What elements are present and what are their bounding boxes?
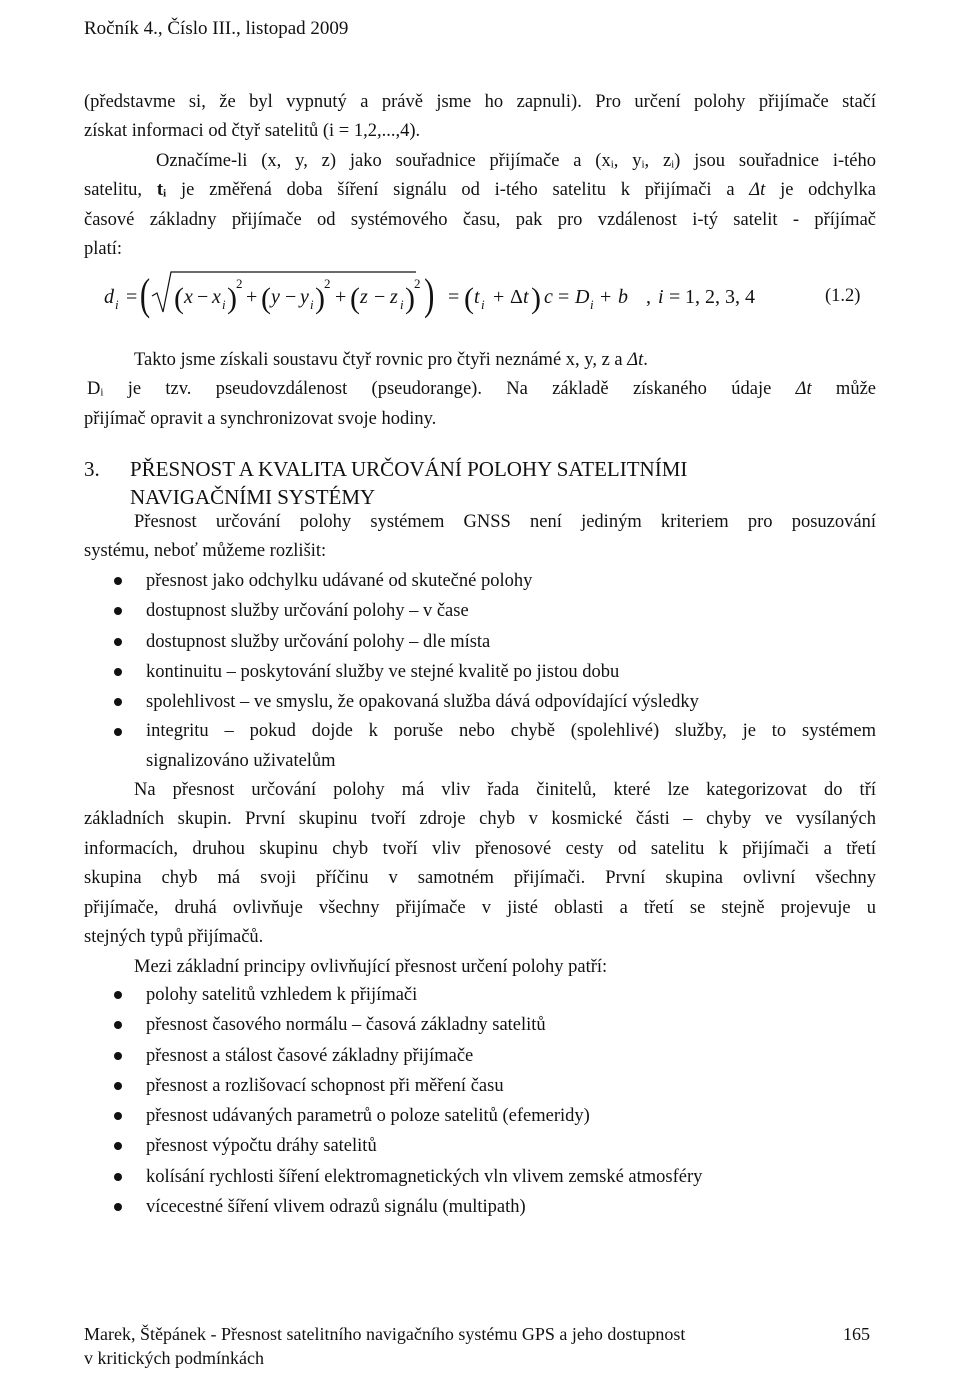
list-item	[84, 717, 876, 776]
svg-text:t: t	[523, 286, 529, 308]
list-item	[84, 566, 876, 596]
svg-text:z: z	[360, 286, 368, 308]
list-item	[84, 657, 876, 687]
running-header: Ročník 4., Číslo III., listopad 2009	[84, 18, 349, 39]
delta-t-symbol: Δt	[795, 379, 812, 400]
paragraph-line: Na přesnost určování polohy má vliv řada činitelů, které lze kategorizovat do tří	[134, 780, 876, 800]
list-item-text: dostupnost služby určování polohy – dle místa	[146, 631, 491, 652]
svg-text:i: i	[481, 297, 485, 312]
bullet-icon	[114, 638, 122, 646]
svg-text:(: (	[350, 282, 360, 315]
list-item-text: vícecestné šíření vlivem odrazů signálu (multipath)	[146, 1197, 526, 1218]
svg-text:i: i	[658, 286, 664, 308]
svg-text:2: 2	[236, 276, 243, 291]
list-item-text: integritu – pokud dojde k poruše nebo chybě (spolehlivé) služby, je to systémem	[146, 721, 876, 742]
bullet-icon	[114, 1142, 122, 1150]
bullet-icon	[114, 577, 122, 585]
definition-line: Označíme-li (x, y, z) jako souřadnice přijímače a (xᵢ, yᵢ, zᵢ) jsou souřadnice i-tého	[156, 151, 876, 171]
svg-text:=: =	[126, 286, 138, 308]
svg-text:x: x	[212, 286, 221, 308]
svg-text:=: =	[448, 286, 460, 308]
after-eq-line	[84, 375, 876, 404]
intro-line: (představme si, že byl vypnutý a právě jsme ho zapnuli). Pro určení polohy přijímače stačí	[84, 92, 876, 112]
paragraph-line: stejných typů přijímačů.	[84, 927, 264, 948]
svg-text:i: i	[590, 297, 594, 312]
equation-1-2	[100, 266, 880, 330]
list-item-text: přesnost časového normálu – časová základny satelitů	[146, 1015, 546, 1036]
svg-text:−: −	[374, 286, 386, 308]
section-title-line: PŘESNOST A KVALITA URČOVÁNÍ POLOHY SATELITNÍMI	[130, 457, 688, 481]
svg-text:+: +	[493, 286, 505, 308]
equation-graphic	[100, 266, 840, 330]
factors-paragraph	[84, 776, 876, 952]
footer-line: Marek, Štěpánek - Přesnost satelitního navigačního systému GPS a jeho dostupnost	[84, 1324, 686, 1344]
list-item	[84, 1041, 876, 1071]
paragraph-line: základních skupin. První skupinu tvoří zdroje chyb v kosmické části – chyby ve vysílaných	[84, 809, 876, 830]
list-item-text: přesnost udávaných parametrů o poloze satelitů (efemeridy)	[146, 1106, 590, 1127]
page-footer	[84, 1322, 876, 1370]
paragraph-line: skupina chyb má svoji příčinu v samotném přijímači. První skupina ovlivní všechny	[84, 868, 876, 889]
list-item-text: přesnost výpočtu dráhy satelitů	[146, 1136, 377, 1157]
svg-text:−: −	[285, 286, 297, 308]
svg-text:y: y	[300, 286, 309, 308]
svg-text:): )	[315, 282, 325, 315]
svg-text:=: =	[669, 286, 681, 308]
section-intro-line: systému, neboť můžeme rozlišit:	[84, 541, 327, 562]
list-item	[84, 627, 876, 657]
paragraph-line: přijímače, druhá ovlivňuje všechny přijímače v jisté oblasti a třetí se stejně projevuje u	[84, 897, 876, 918]
intro-line: získat informaci od čtyř satelitů (i = 1,2,...,4).	[84, 121, 421, 142]
list-item-text: signalizováno uživatelům	[146, 750, 336, 771]
principles-list	[84, 980, 876, 1222]
section-title-line: NAVIGAČNÍMI SYSTÉMY	[130, 485, 376, 509]
bullet-icon	[114, 1203, 122, 1211]
equation-number: (1.2)	[825, 286, 861, 306]
section-intro-line: Přesnost určování polohy systémem GNSS není jediným kriteriem pro posuzování	[134, 512, 876, 532]
svg-text:x: x	[184, 286, 193, 308]
text-span: je odchylka	[765, 180, 876, 201]
list-item	[84, 1131, 876, 1161]
definition-line: časové základny přijímače od systémového času, pak pro vzdálenost i-tý satelit - příjímač	[84, 209, 876, 230]
bullet-icon	[114, 668, 122, 676]
after-eq-line: přijímač opravit a synchronizovat svoje hodiny.	[84, 408, 437, 429]
text-span: je změřená doba šíření signálu od i-tého satelitu k přijímači a	[166, 180, 750, 201]
delta-t-symbol: Δt	[749, 180, 766, 201]
list-item-text: spolehlivost – ve smyslu, že opakovaná služba dává odpovídající výsledky	[146, 692, 699, 713]
list-item-text: kolísání rychlosti šíření elektromagnetických vln vlivem zemské atmosféry	[146, 1166, 703, 1187]
svg-text:i: i	[115, 297, 119, 312]
svg-text:y: y	[271, 286, 280, 308]
svg-text:−: −	[197, 286, 209, 308]
text-span: satelitu,	[84, 180, 157, 201]
list-item	[84, 687, 876, 717]
delta-t-symbol: Δt	[627, 350, 644, 370]
list-item-text: přesnost a stálost časové základny přijímače	[146, 1045, 474, 1066]
svg-text:i: i	[222, 297, 226, 312]
paragraph-line: Mezi základní principy ovlivňující přesnost určení polohy patří:	[134, 957, 608, 977]
svg-text:2: 2	[324, 276, 331, 291]
svg-text:(: (	[464, 282, 474, 315]
svg-text:+: +	[600, 286, 612, 308]
svg-text:(: (	[139, 270, 151, 320]
svg-text:i: i	[310, 297, 314, 312]
svg-text:z: z	[390, 286, 398, 308]
svg-text:(: (	[261, 282, 271, 315]
bullet-icon	[114, 1173, 122, 1181]
svg-text:=: =	[558, 286, 570, 308]
list-item-text: dostupnost služby určování polohy – v čase	[146, 601, 469, 622]
svg-text:+: +	[246, 286, 258, 308]
svg-text:c: c	[544, 286, 553, 308]
text-span: Takto jsme získali soustavu čtyř rovnic pro čtyři neznámé x, y, z a	[134, 350, 628, 370]
list-item-text: kontinuitu – poskytování služby ve stejné kvalitě po jistou dobu	[146, 661, 620, 682]
svg-text:): )	[227, 282, 237, 315]
section-number: 3.	[84, 457, 100, 481]
svg-text:,: ,	[646, 286, 651, 308]
svg-text:Δ: Δ	[510, 286, 523, 308]
svg-text:+: +	[335, 286, 347, 308]
svg-text:2: 2	[414, 276, 421, 291]
list-item	[84, 1162, 876, 1192]
svg-text:(: (	[174, 282, 184, 315]
list-item	[84, 1010, 876, 1040]
definition-line: platí:	[84, 239, 123, 260]
ti-variable: tᵢ	[156, 180, 167, 201]
bullet-icon	[114, 991, 122, 999]
list-item	[84, 980, 876, 1010]
definition-line	[84, 176, 876, 205]
bullet-icon	[114, 607, 122, 615]
bullet-icon	[114, 1082, 122, 1090]
after-eq-line	[84, 346, 876, 375]
section-intro-paragraph	[84, 508, 876, 567]
bullet-icon	[114, 698, 122, 706]
criteria-list	[84, 566, 876, 776]
svg-text:d: d	[104, 286, 114, 308]
list-item-text: přesnost a rozlišovací schopnost při měření času	[146, 1075, 504, 1096]
svg-text:i: i	[400, 297, 404, 312]
list-item	[84, 1101, 876, 1131]
page-number: 165	[843, 1324, 870, 1344]
after-equation-paragraph	[84, 346, 876, 434]
bullet-icon	[114, 728, 122, 736]
list-item	[84, 596, 876, 626]
principles-paragraph	[84, 953, 876, 982]
svg-text:t: t	[474, 286, 480, 308]
bullet-icon	[114, 1021, 122, 1029]
svg-text:): )	[531, 282, 541, 315]
svg-text:): )	[405, 282, 415, 315]
footer-line: v kritických podmínkách	[84, 1348, 264, 1368]
svg-text:): )	[424, 270, 435, 320]
list-item	[84, 1192, 876, 1222]
bullet-icon	[114, 1052, 122, 1060]
svg-text:1, 2, 3, 4: 1, 2, 3, 4	[685, 286, 755, 308]
intro-paragraph	[84, 88, 876, 147]
svg-text:b: b	[618, 286, 628, 308]
list-item-text: přesnost jako odchylku udávané od skutečné polohy	[146, 571, 533, 591]
text-span: může	[811, 379, 876, 400]
list-item-text: polohy satelitů vzhledem k přijímači	[146, 985, 418, 1005]
definition-paragraph	[84, 147, 876, 265]
text-span: .	[643, 350, 648, 370]
bullet-icon	[114, 1112, 122, 1120]
paragraph-line: informacích, druhou skupinu chyb tvoří vliv přenosové cesty od satelitu k přijímači a třetí	[84, 838, 876, 859]
list-item	[84, 1071, 876, 1101]
svg-text:D: D	[575, 286, 590, 308]
text-span: Dᵢ je tzv. pseudovzdálenost (pseudorange). Na základě získaného údaje	[87, 379, 796, 400]
